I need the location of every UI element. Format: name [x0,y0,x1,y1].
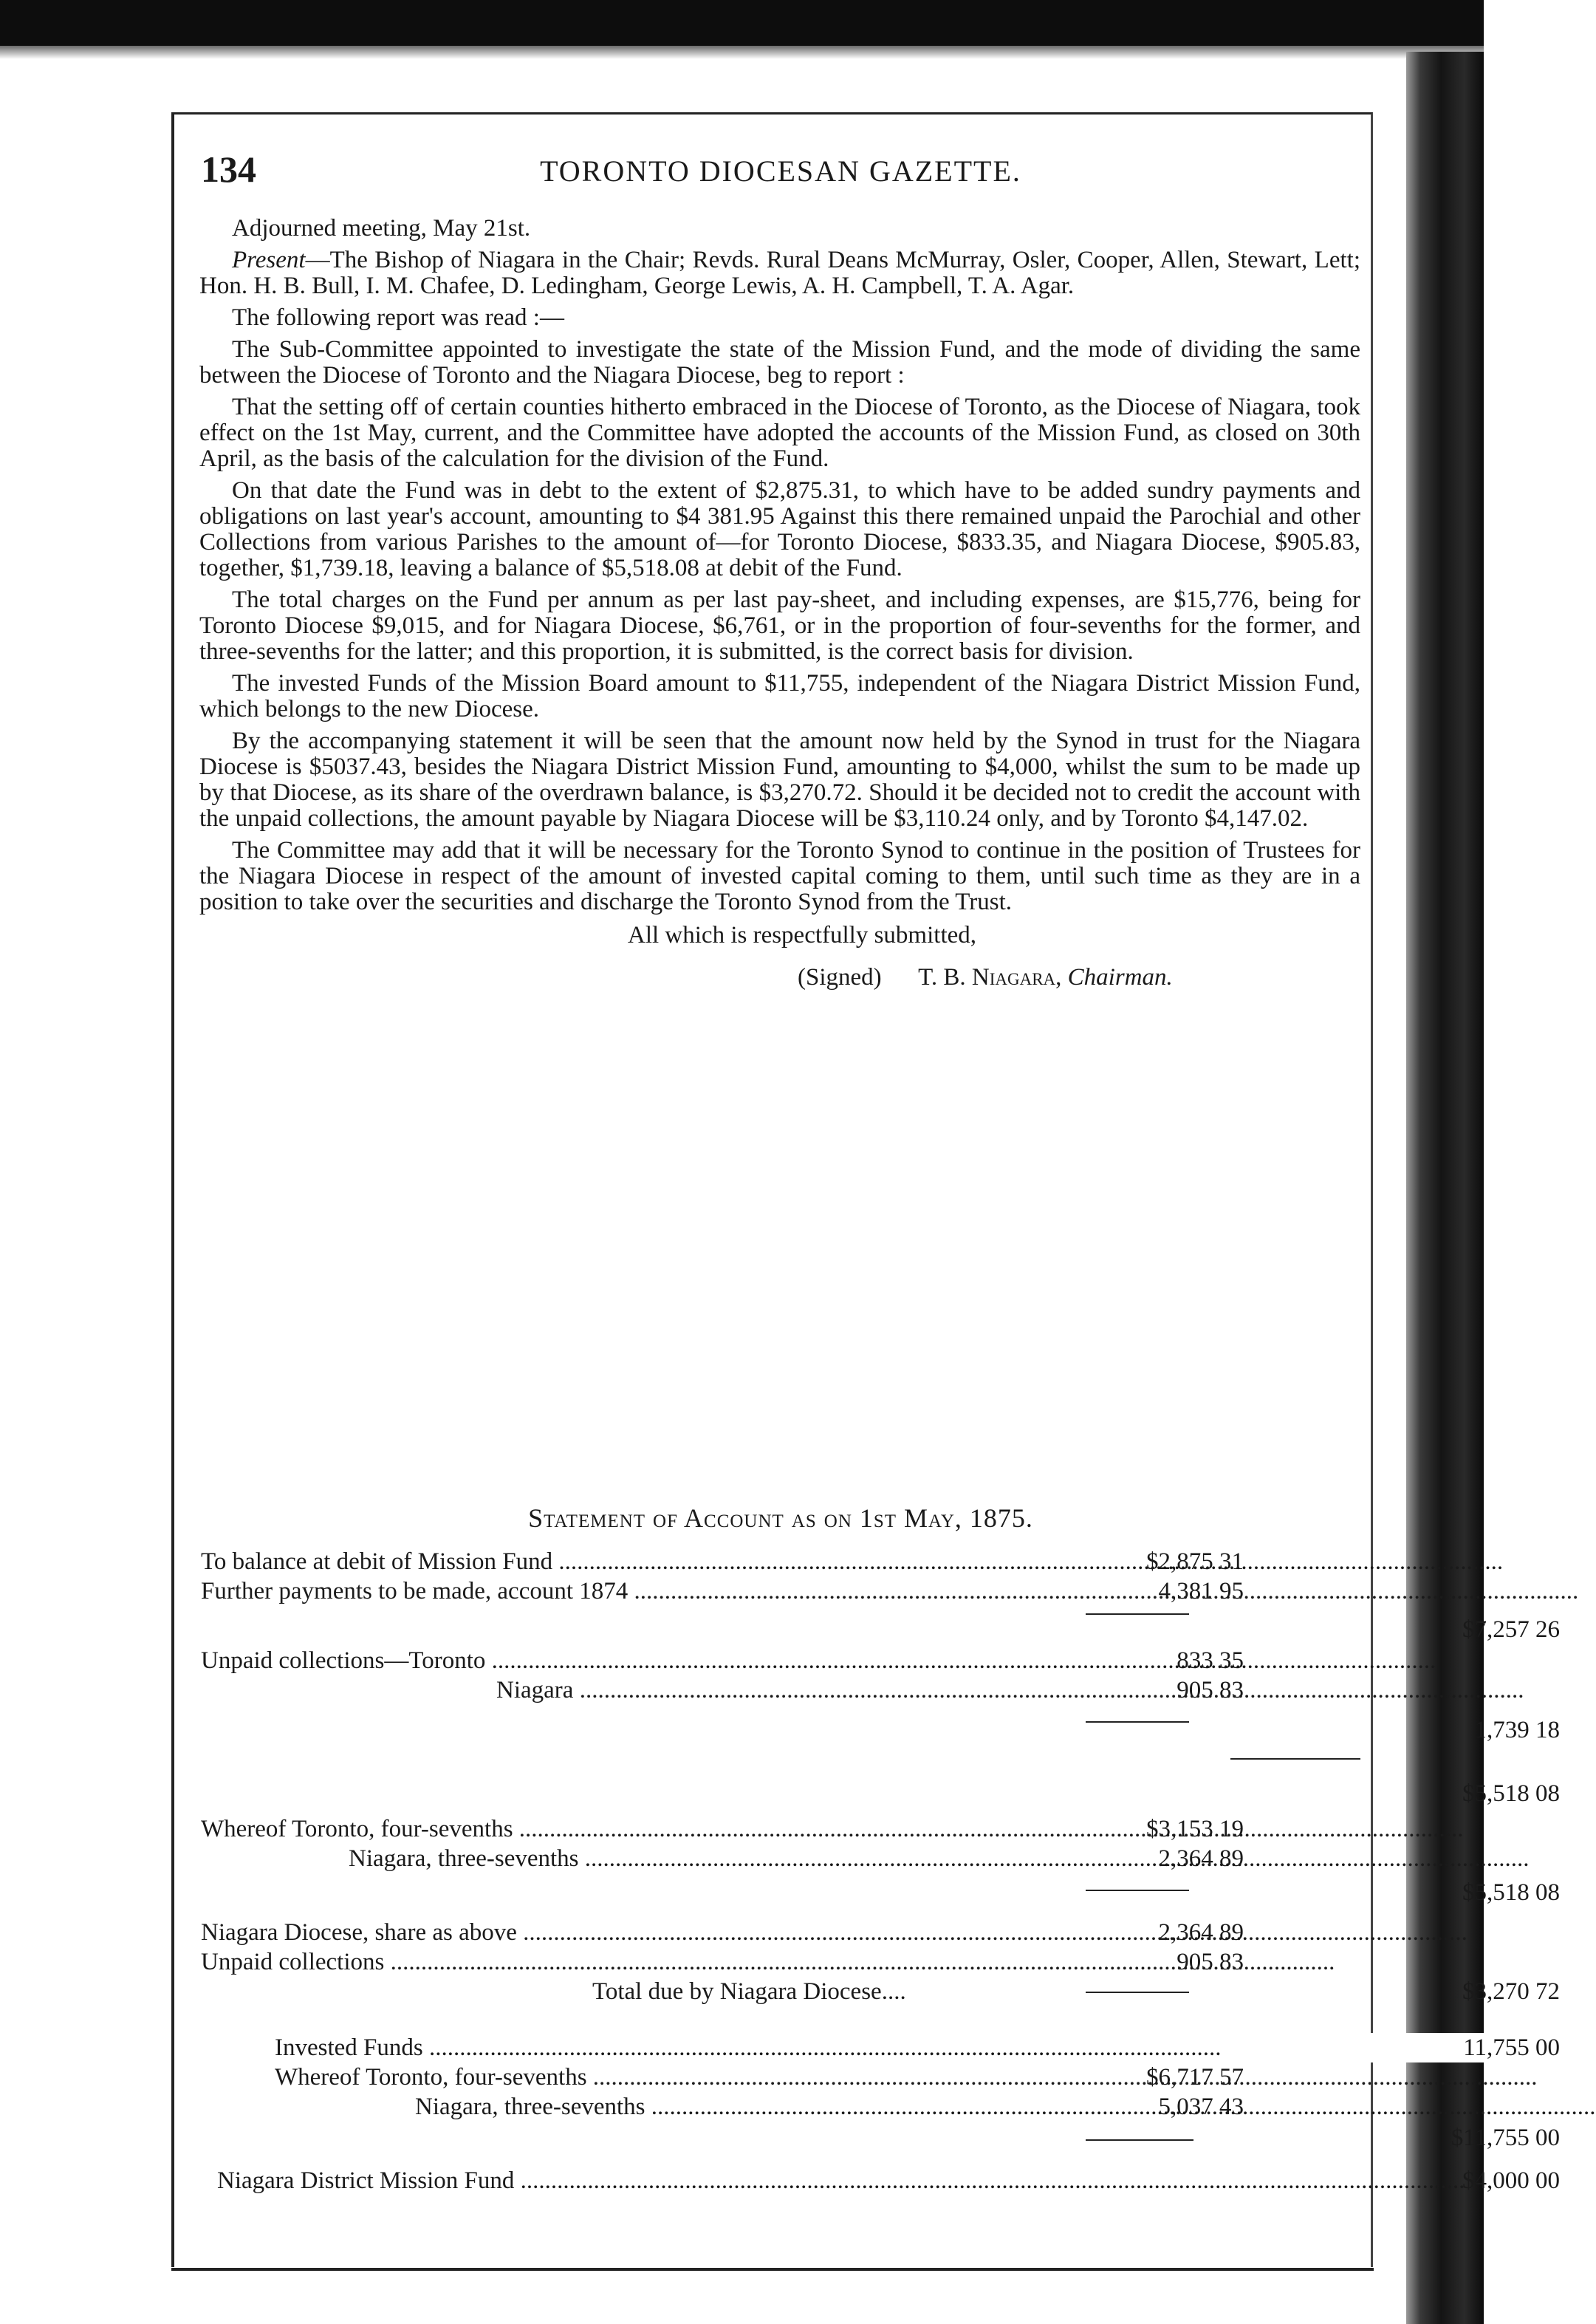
stmt-label: Unpaid collections ..... [201,1947,1335,1977]
stmt-row-whereof-toronto [201,1814,1360,1844]
stmt-row-invested-funds [201,2033,1560,2062]
statement-title-text: Statement of Account as on 1st May, 1875. [528,1503,1033,1533]
stmt-total: $4,000 00 [1462,2167,1560,2194]
stmt-label: Invested Funds ..... [275,2033,1374,2062]
stmt-amount: 833 35 [1177,1647,1244,1674]
stmt-row-invested-toronto [201,2062,1360,2092]
stmt-row-balance [201,1779,1560,1808]
stmt-label: To balance at debit of Mission Fund ..... [201,1547,1503,1576]
signed-label: (Signed) [798,964,882,991]
stmt-total: $5,518 08 [1462,1879,1560,1906]
stmt-label: Whereof Toronto, four-sevenths ..... [275,2062,1538,2092]
stmt-rule [1230,1758,1360,1760]
stmt-row-unpaid-collections [201,1947,1360,1977]
stmt-row-subtotal-1 [201,1615,1560,1644]
stmt-amount: 905 83 [1177,1677,1244,1703]
submitted-text: All which is respectfully submitted, [628,922,977,949]
stmt-total: $5,518 08 [1462,1780,1560,1807]
stmt-row-niagara-share [201,1918,1360,1947]
stmt-amount: $3,153 19 [1146,1816,1244,1842]
meeting-heading: Adjourned meeting, May 21st. [232,215,531,242]
report-paragraph-1: The Sub-Committee appointed to investigate the state of the Mission Fund, and the mode of dividing the same between the Diocese of Toronto and the Niagara Diocese, beg to report : [199,336,1360,389]
report-intro: The following report was read :— [232,304,564,331]
stmt-row-whereof-niagara [201,1844,1360,1873]
stmt-rule [1086,1992,1189,1993]
stmt-total: $3,270 72 [1462,1978,1560,2005]
stmt-label: Niagara ..... [496,1675,1524,1705]
present-label: Present [232,247,306,273]
stmt-total: $7,257 26 [1462,1616,1560,1643]
stmt-amount: 2,364 89 [1158,1919,1244,1946]
stmt-label: Niagara, three-sevenths ..... [349,1844,1530,1873]
stmt-label: Unpaid collections—Toronto ..... [201,1646,1436,1675]
stmt-rule [1086,2139,1193,2141]
page-number: 134 [201,148,256,190]
stmt-row-total-due [201,1977,1560,2006]
scan-top-edge [0,0,1484,46]
signed-role: Chairman. [1067,964,1173,991]
report-paragraph-3: On that date the Fund was in debt to the extent of $2,875.31, to which have to be added sundry payments and obligations on last year's account, amounting to $4 381.95 Against this there remained unpaid the Parochial and other Collections from various Parishes to the amount of—for Toronto Diocese, $833.35, and Niagara Diocese, $905.83, together, $1,739.18, leaving a balance of $5,518.08 at debit of the Fund. [199,477,1360,581]
present-paragraph [199,247,1360,299]
page-header [201,148,1360,195]
scan-top-shadow [0,46,1484,59]
stmt-total: $11,755 00 [1451,2125,1560,2151]
stmt-label: Whereof Toronto, four-sevenths ..... [201,1814,1464,1844]
stmt-label: Further payments to be made, account 1874 ..... [201,1576,1578,1606]
signed-name: T. B. Niagara, [918,964,1062,991]
stmt-amount: $6,717 57 [1146,2064,1244,2091]
stmt-total: 11,755 00 [1220,2033,1560,2062]
stmt-label: Niagara Diocese, share as above ..... [201,1918,1467,1947]
article-body [199,216,1360,991]
report-paragraph-4: The total charges on the Fund per annum as per last pay-sheet, and including expenses, are $15,776, being for Toronto Diocese $9,015, and for Niagara Diocese, $6,761, or in the proportion of four-sevenths for the former, and three-sevenths for the latter; and this proportion, it is submitted, is the correct basis for division. [199,587,1360,665]
stmt-row-further-payments [201,1576,1360,1606]
stmt-label: Niagara District Mission Fund ..... [217,2166,1465,2195]
stmt-row-subtotal-3 [201,1878,1560,1907]
report-paragraph-7: The Committee may add that it will be necessary for the Toronto Synod to continue in the position of Trustees for the Niagara Diocese in respect of the amount of invested capital coming to them, until such time as they are in a position to take over the securities and discharge the Toronto Synod from the Trust. [199,837,1360,915]
report-paragraph-5: The invested Funds of the Mission Board amount to $11,755, independent of the Niagara District Mission Fund, which belongs to the new Diocese. [199,670,1360,722]
stmt-amount: 5,037 43 [1158,2094,1244,2120]
submitted-line [199,923,1360,949]
signature-line [199,965,1360,991]
stmt-row-balance-debit [201,1547,1360,1576]
stmt-row-unpaid-niagara [201,1675,1360,1705]
stmt-label: Total due by Niagara Diocese.... [592,1978,906,2005]
stmt-row-subtotal-2 [201,1715,1560,1745]
statement-title [201,1503,1360,1534]
present-text: —The Bishop of Niagara in the Chair; Revds. Rural Deans McMurray, Osler, Cooper, Allen, Stewart, Lett; Hon. H. B. Bull, I. M. Chafee, D. Ledingham, George Lewis, A. H. Campbell, T. A. Agar. [199,247,1360,299]
stmt-amount: 2,364 89 [1158,1845,1244,1872]
stmt-row-subtotal-4 [201,2123,1560,2153]
report-paragraph-2: That the setting off of certain counties hitherto embraced in the Diocese of Toronto, as the Diocese of Niagara, took effect on the 1st May, current, and the Committee have adopted the accounts of the Mission Fund, as closed on 30th April, as the basis of the calculation for the division of the Fund. [199,394,1360,472]
stmt-label: Niagara, three-sevenths ..... [415,2092,1596,2122]
stmt-amount: $2,875 31 [1146,1548,1244,1575]
stmt-row-unpaid-toronto [201,1646,1360,1675]
stmt-row-district-fund [201,2166,1560,2195]
stmt-total: 1,739 18 [1474,1717,1560,1743]
running-title: TORONTO DIOCESAN GAZETTE. [540,154,1021,188]
stmt-row-invested-niagara [201,2092,1360,2122]
stmt-amount: 905 83 [1177,1949,1244,1975]
report-paragraph-6: By the accompanying statement it will be seen that the amount now held by the Synod in trust for the Niagara Diocese is $5037.43, besides the Niagara District Mission Fund, amounting to $4,000, whilst the sum to be made up by that Diocese, as its share of the overdrawn balance, is $3,270.72. Should it be decided not to credit the account with the unpaid collections, the amount payable by Niagara Diocese will be $3,110.24 only, and by Toronto $4,147.02. [199,728,1360,832]
page-bottom-rule [171,2268,1374,2271]
stmt-amount: 4,381 95 [1158,1578,1244,1604]
